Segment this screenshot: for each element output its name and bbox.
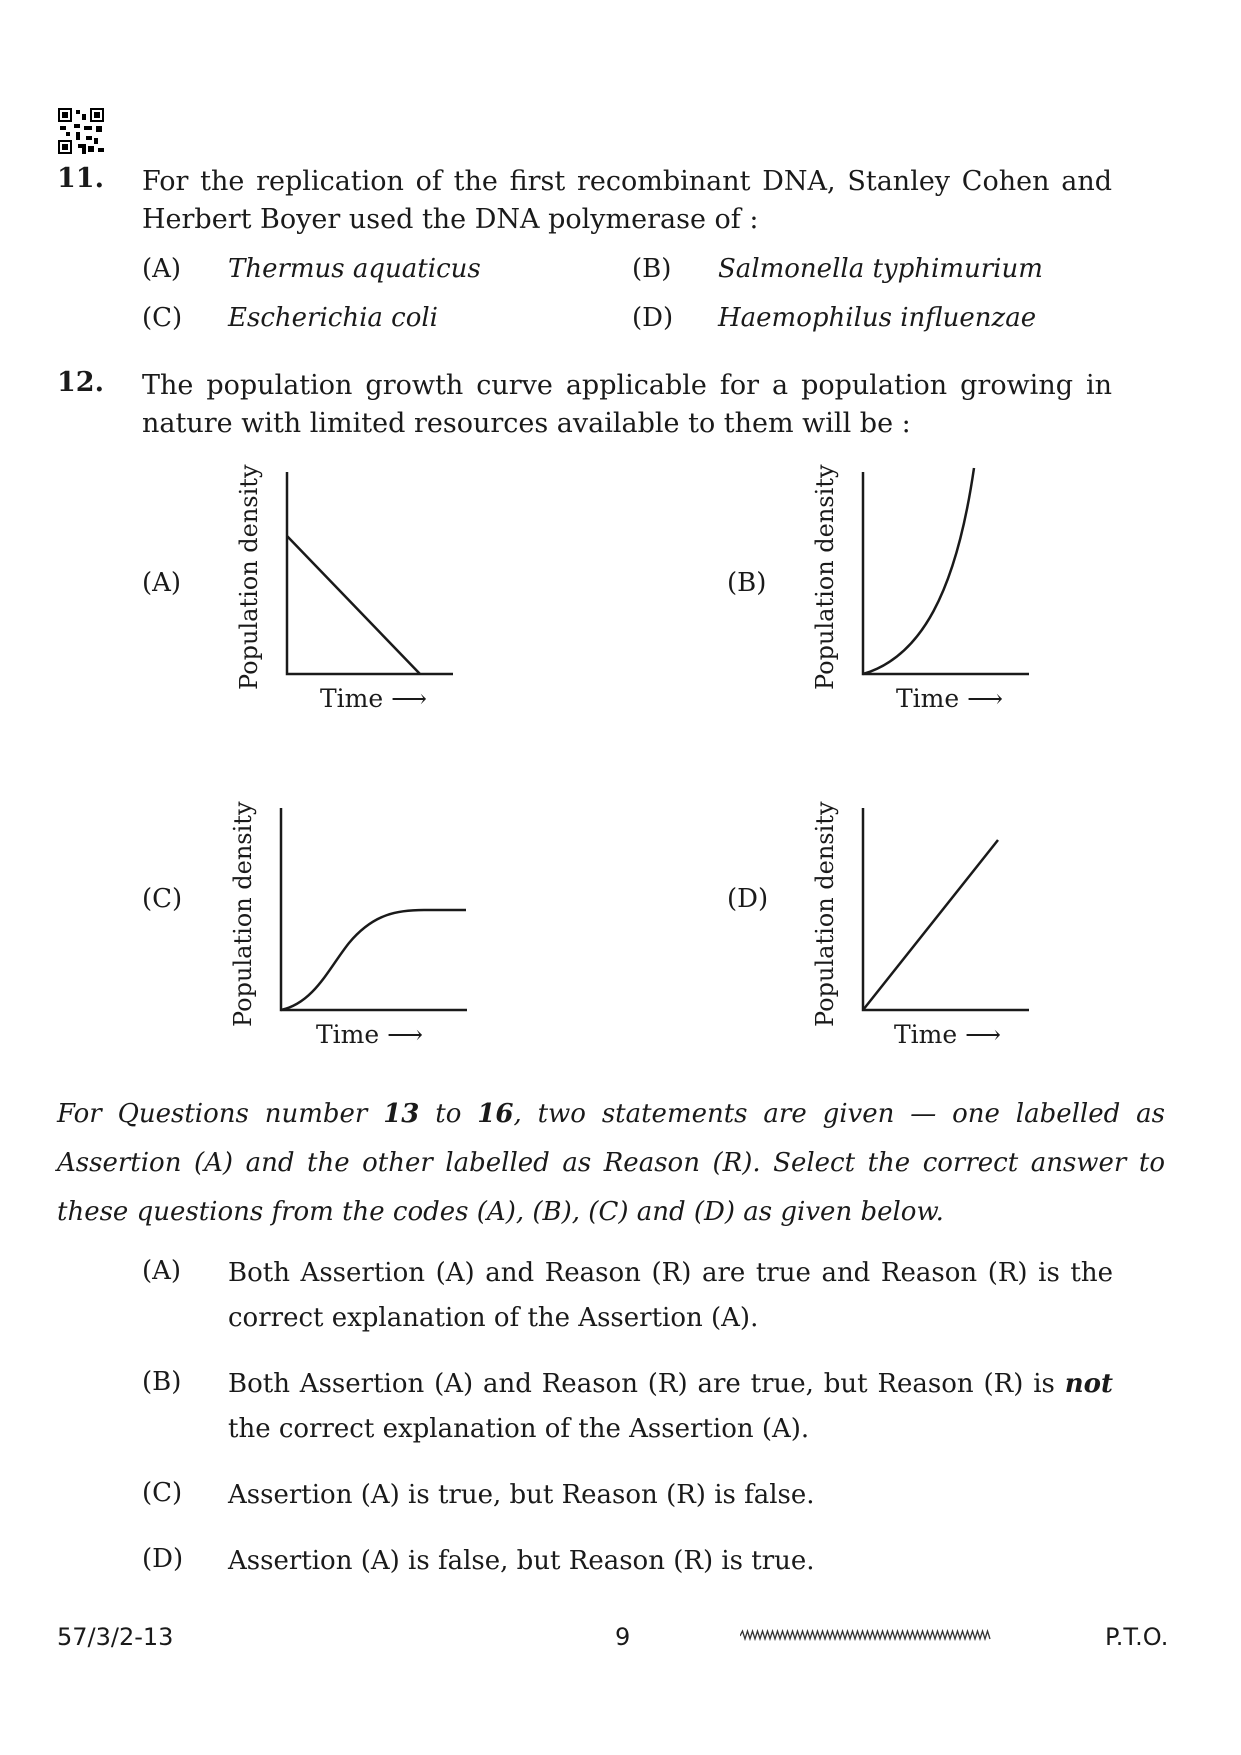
question-text-line: nature with limited resources available to them will be : (142, 408, 911, 439)
question-number: 12. (57, 367, 104, 398)
graph-label: (C) (142, 884, 183, 914)
code-text-line: correct explanation of the Assertion (A). (228, 1303, 759, 1333)
question-text-line: The population growth curve applicable for a population growing in (142, 370, 1112, 401)
logistic-curve (281, 910, 466, 1010)
graph-label: (A) (142, 568, 182, 598)
question-range-end: 16 (477, 1099, 514, 1129)
option-label: (D) (632, 303, 674, 333)
code-label: (D) (142, 1544, 184, 1574)
option-label: (C) (142, 303, 183, 333)
y-axis-label: Population density (229, 801, 257, 1027)
graph-label: (B) (727, 568, 767, 598)
option-label: (B) (632, 254, 672, 284)
option-label: (A) (142, 254, 182, 284)
question-range-start: 13 (383, 1099, 420, 1129)
option-text: Haemophilus influenzae (718, 303, 1037, 333)
axes (287, 472, 453, 674)
assertion-reason-instructions: For Questions number 13 to 16, two statements are given — one labelled as Assertion (A) and the other labelled as Reason (R). Select the correct answer to these questions from the codes (A), (B), (C) and (D) as given below. (57, 1099, 1165, 1227)
code-text-line: Both Assertion (A) and Reason (R) are true, but Reason (R) is not (228, 1369, 1113, 1399)
graph-c (274, 798, 474, 1018)
y-axis-label: Population density (235, 464, 263, 690)
question-text-line: For the replication of the first recombinant DNA, Stanley Cohen and (142, 166, 1112, 197)
x-axis-label: Time ⟶ (316, 1020, 423, 1049)
code-text-line: Assertion (A) is true, but Reason (R) is false. (228, 1480, 815, 1510)
y-axis-label: Population density (811, 801, 839, 1027)
exponential-curve (863, 468, 974, 674)
axes (863, 472, 1029, 674)
code-text-line: the correct explanation of the Assertion (A). (228, 1414, 810, 1444)
code-label: (C) (142, 1478, 183, 1508)
code-label: (A) (142, 1256, 182, 1286)
declining-line (287, 536, 420, 674)
y-axis-label: Population density (811, 464, 839, 690)
code-label: (B) (142, 1367, 182, 1397)
graph-b (856, 462, 1036, 682)
question-text-line: Herbert Boyer used the DNA polymerase of : (142, 204, 759, 235)
x-axis-label: Time ⟶ (320, 684, 427, 713)
zigzag-divider (740, 1628, 992, 1644)
x-axis-label: Time ⟶ (894, 1020, 1001, 1049)
x-axis-label: Time ⟶ (896, 684, 1003, 713)
question-number: 11. (57, 163, 104, 194)
option-text: Thermus aquaticus (228, 254, 481, 284)
paper-code: 57/3/2-13 (57, 1623, 174, 1651)
pto-text: P.T.O. (1105, 1623, 1169, 1651)
graph-d (856, 798, 1036, 1018)
option-text: Salmonella typhimurium (718, 254, 1043, 284)
page-number: 9 (615, 1623, 631, 1651)
code-text-line: Assertion (A) is false, but Reason (R) is true. (228, 1546, 815, 1576)
graph-a (280, 462, 460, 682)
qr-code (58, 108, 104, 154)
code-text-line: Both Assertion (A) and Reason (R) are true and Reason (R) is the (228, 1258, 1113, 1288)
linear-line (863, 840, 998, 1010)
option-text: Escherichia coli (228, 303, 438, 333)
graph-label: (D) (727, 884, 769, 914)
